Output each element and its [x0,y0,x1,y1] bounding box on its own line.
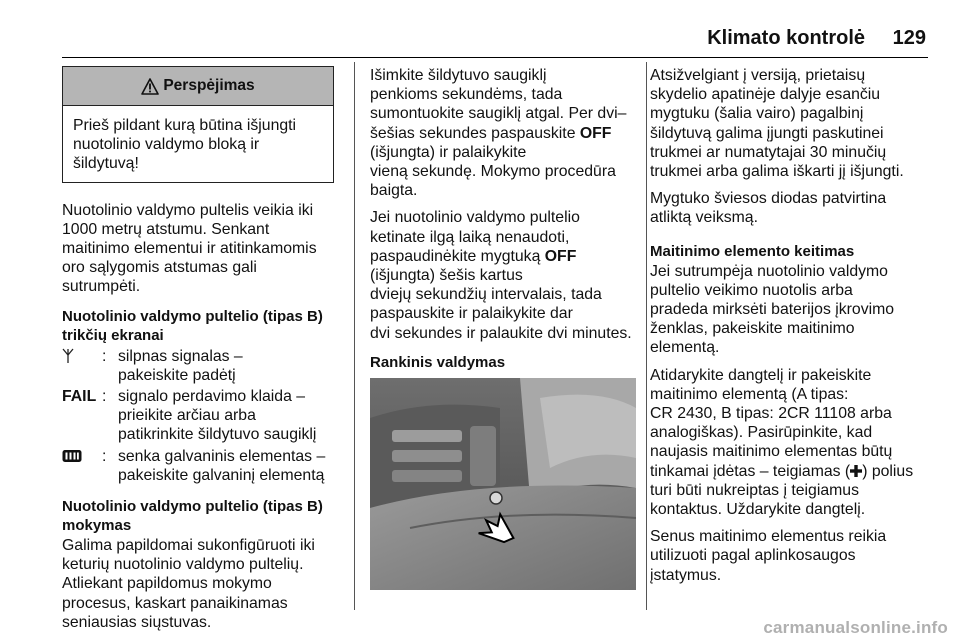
definition-row: : senka galvaninis elementas – pakeiskite galvaninį elementą [62,447,344,485]
warning-title: Perspėjimas [163,77,255,95]
definition-term [62,447,102,466]
warning-body [63,106,333,182]
dashboard-button-photo [370,378,636,590]
watermark: carmanualsonline.info [763,618,948,637]
definition-term [62,347,102,366]
screens-heading: Nuotolinio valdymo pultelio (tipas B) trikčių ekranai [62,307,323,344]
page-number: 129 [892,27,926,49]
column-1 [62,66,344,640]
definition-row: FAIL : signalo perdavimo klaida – prieikite arčiau arba patikrinkite šildytuvo saugiklį [62,387,344,445]
text-line: nuotolinio valdymo bloką ir [73,136,260,154]
text-line: šildytuvą! [73,155,139,173]
column-divider [646,62,647,610]
heater-button [490,492,502,504]
plus-pole-icon [850,465,862,477]
warning-box [62,66,334,183]
button-description-paragraph: Atsižvelgiant į versiją, prietaisų skydelio apatinėje dalyje esančiu mygtuku (šalia vairo) pagalbinį šildytuvą galima įjungti paskutinei trukmei ar numatytajai 30 minučių trukmei arba galima iškarti jį išjungti. [650,67,904,181]
column-3 [650,66,932,593]
header-rule [62,57,928,58]
error-definitions [62,347,344,485]
disposal-paragraph: Senus maitinimo elementus reikia utilizuoti pagal aplinkosaugos įstatymus. [650,528,887,584]
long-idle-paragraph: Jei nuotolinio valdymo pultelio ketinate ilgą laiką nenaudoti, paspaudinėkite mygtuką OFF (išjungta) šešis kartus dviejų sekundžių intervalais, tada paspauskite ir palaikykite dar dvi sekundes ir palaukite dvi minutes. [370,209,632,342]
definition-desc: silpnas signalas – pakeiskite padėtį [118,347,243,384]
text-line: Prieš pildant kurą būtina išjungti [73,117,297,134]
learning-paragraph: Galima papildomai sukonfigūruoti iki keturių nuotolinio valdymo pultelių. Atliekant papildomus mokymo procesus, kaskart panaikinamas seniausias siųstuvas. [62,537,315,631]
column-divider [354,62,355,610]
antenna-signal-icon [62,348,74,364]
warning-triangle-icon [141,78,159,95]
learning-heading: Nuotolinio valdymo pultelio (tipas B) mokymas [62,498,323,535]
page-title: Klimato kontrolė [707,27,865,49]
definition-row: : silpnas signalas – pakeiskite padėtį [62,347,344,385]
intro-paragraph: Nuotolinio valdymo pultelis veikia iki 1000 metrų atstumu. Senkant maitinimo elementui ir atitinkamomis oro sąlygomis atstumas gali sutrumpėti. [62,201,317,296]
warning-header [63,67,333,106]
led-paragraph: Mygtuko šviesos diodas patvirtina atliktą veiksmą. [650,190,887,227]
battery-change-heading: Maitinimo elemento keitimas [650,242,855,260]
definition-desc: senka galvaninis elementas – pakeiskite galvaninį elementą [118,447,326,484]
off-label: OFF [544,247,577,265]
battery-icon [62,449,82,463]
definition-term: FAIL [62,387,97,405]
manual-control-heading: Rankinis valdymas [370,353,506,371]
definition-desc: signalo perdavimo klaida – prieikite arčiau arba patikrinkite šildytuvo saugiklį [118,388,317,444]
column-2 [370,66,642,590]
battery-range-paragraph: Jei sutrumpėja nuotolinio valdymo pultelio veikimo nuotolis arba pradeda mirksėti baterijos įkrovimo ženklas, pakeiskite maitinimo elementą. [650,262,895,357]
off-label: OFF [579,124,612,142]
learning-steps-paragraph: Išimkite šildytuvo saugiklį penkioms sekundėms, tada sumontuokite saugiklį atgal. Per dvi– šešias sekundes paspauskite OFF (išjungta) ir palaikykite vieną sekundę. Mokymo procedūra baigta. [370,67,627,200]
battery-replace-paragraph: Atidarykite dangtelį ir pakeiskite maitinimo elementą (A tipas: CR 2430, B tipas: 2CR 11108 arba analogiškas). Pasirūpinkite, kad naujasis maitinimo elementas būtų tinkamai įdėtas – teigiamas ( ) polius turi būti nukreiptas į teigiamus kontaktus. Uždarykite dangtelį. [650,366,914,519]
